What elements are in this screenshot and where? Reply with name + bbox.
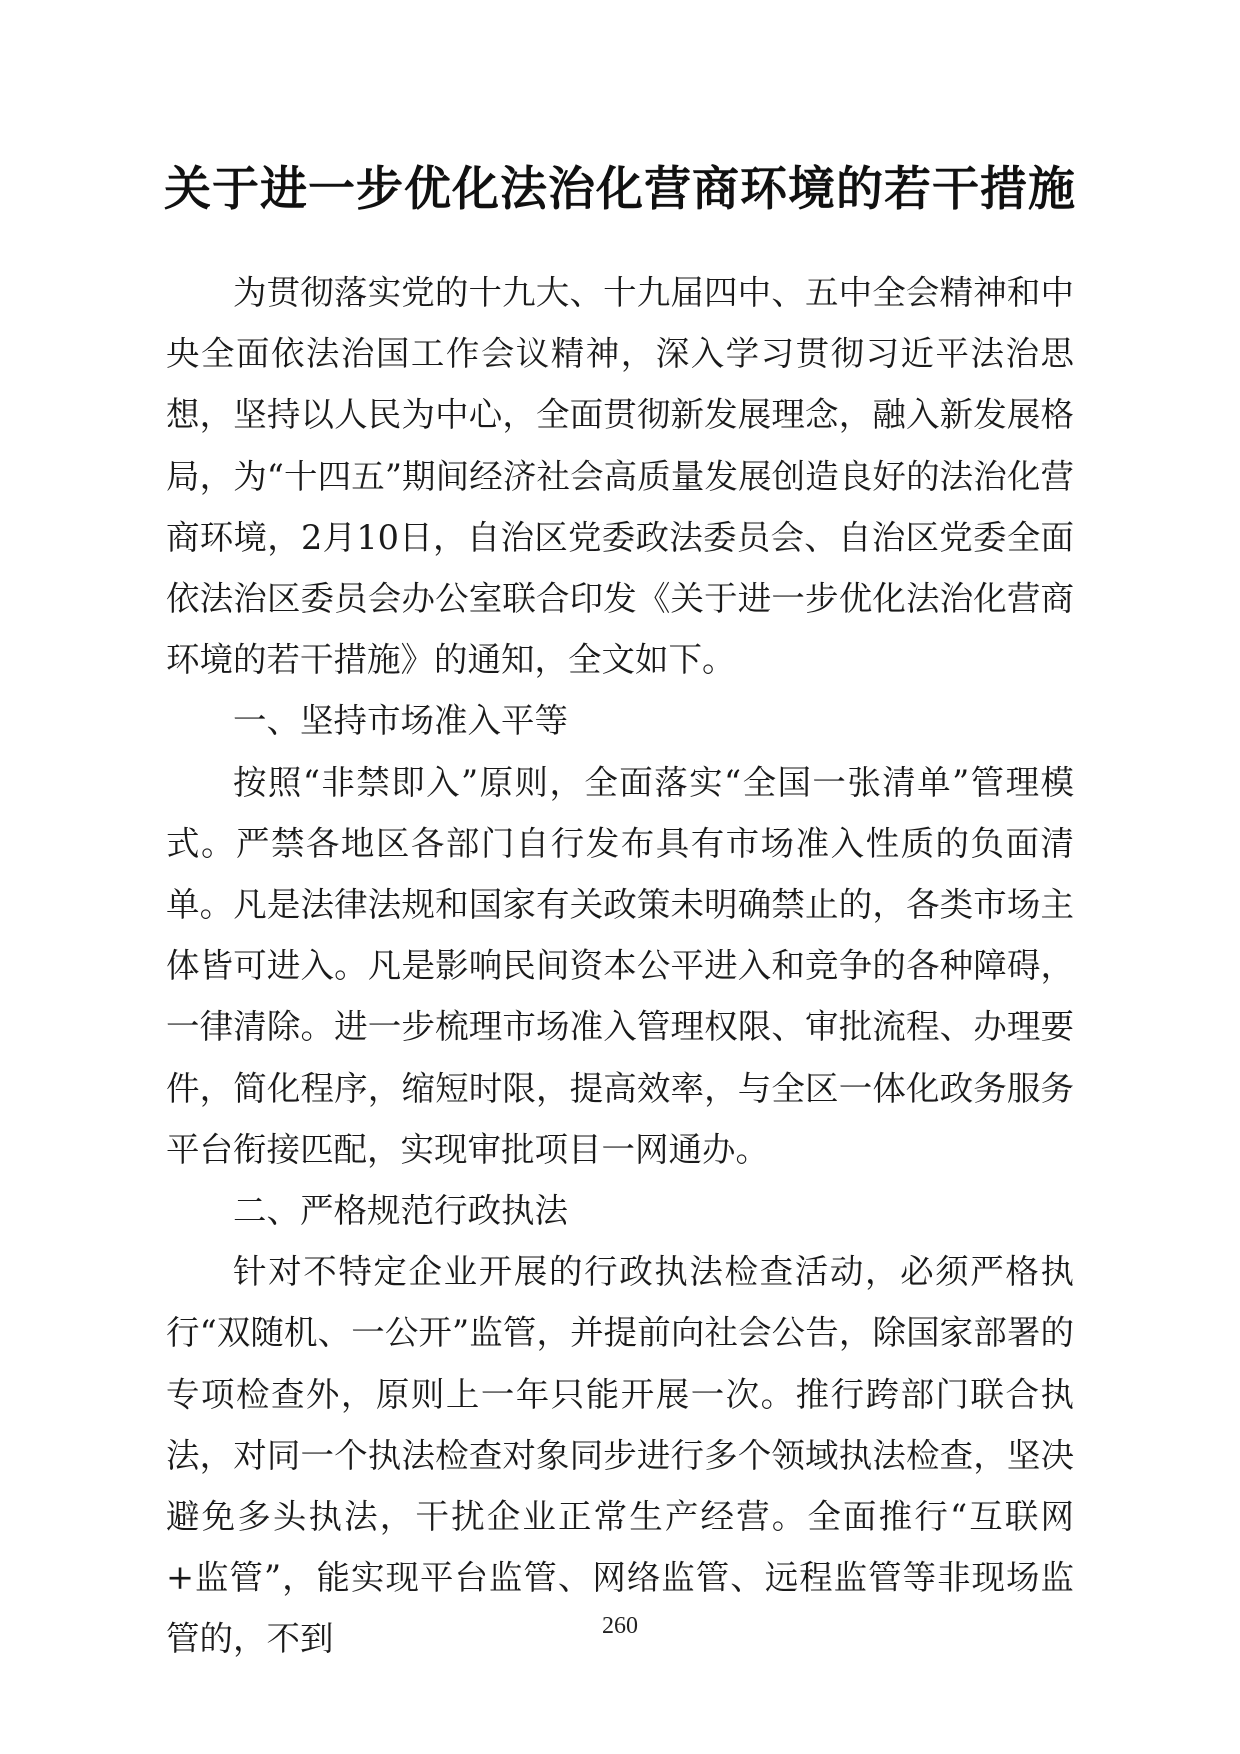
document-title: 关于进一步优化法治化营商环境的若干措施 [164,162,1076,217]
page-number: 260 [602,1613,638,1639]
section-2-paragraph: 针对不特定企业开展的行政执法检查活动，必须严格执行“双随机、一公开”监管，并提前向社会公告，除国家部署的专项检查外，原则上一年只能开展一次。推行跨部门联合执法，对同一个执法检查对象同步进行多个领域执法检查，坚决避免多头执法，干扰企业正常生产经营。全面推行“互联网+监管”，能实现平台监管、网络监管、远程监管等非现场监管的，不到 [166,1252,1074,1659]
document-body [166,262,1074,1670]
section-heading-2: 二、严格规范行政执法 [233,1191,568,1231]
intro-paragraph: 为贯彻落实党的十九大、十九届四中、五中全会精神和中央全面依法治国工作会议精神，深入学习贯彻习近平法治思想，坚持以人民为中心，全面贯彻新发展理念，融入新发展格局，为“十四五”期间经济社会高质量发展创造良好的法治化营商环境，2月10日，自治区党委政法委员会、自治区党委全面依法治区委员会办公室联合印发《关于进一步优化法治化营商环境的若干措施》的通知，全文如下。 [166,273,1074,680]
section-heading-1: 一、坚持市场准入平等 [233,701,568,741]
section-1-paragraph: 按照“非禁即入”原则，全面落实“全国一张清单”管理模式。严禁各地区各部门自行发布具有市场准入性质的负面清单。凡是法律法规和国家有关政策未明确禁止的，各类市场主体皆可进入。凡是影响民间资本公平进入和竞争的各种障碍，一律清除。进一步梳理市场准入管理权限、审批流程、办理要件，简化程序，缩短时限，提高效率，与全区一体化政务服务平台衔接匹配，实现审批项目一网通办。 [166,762,1074,1169]
